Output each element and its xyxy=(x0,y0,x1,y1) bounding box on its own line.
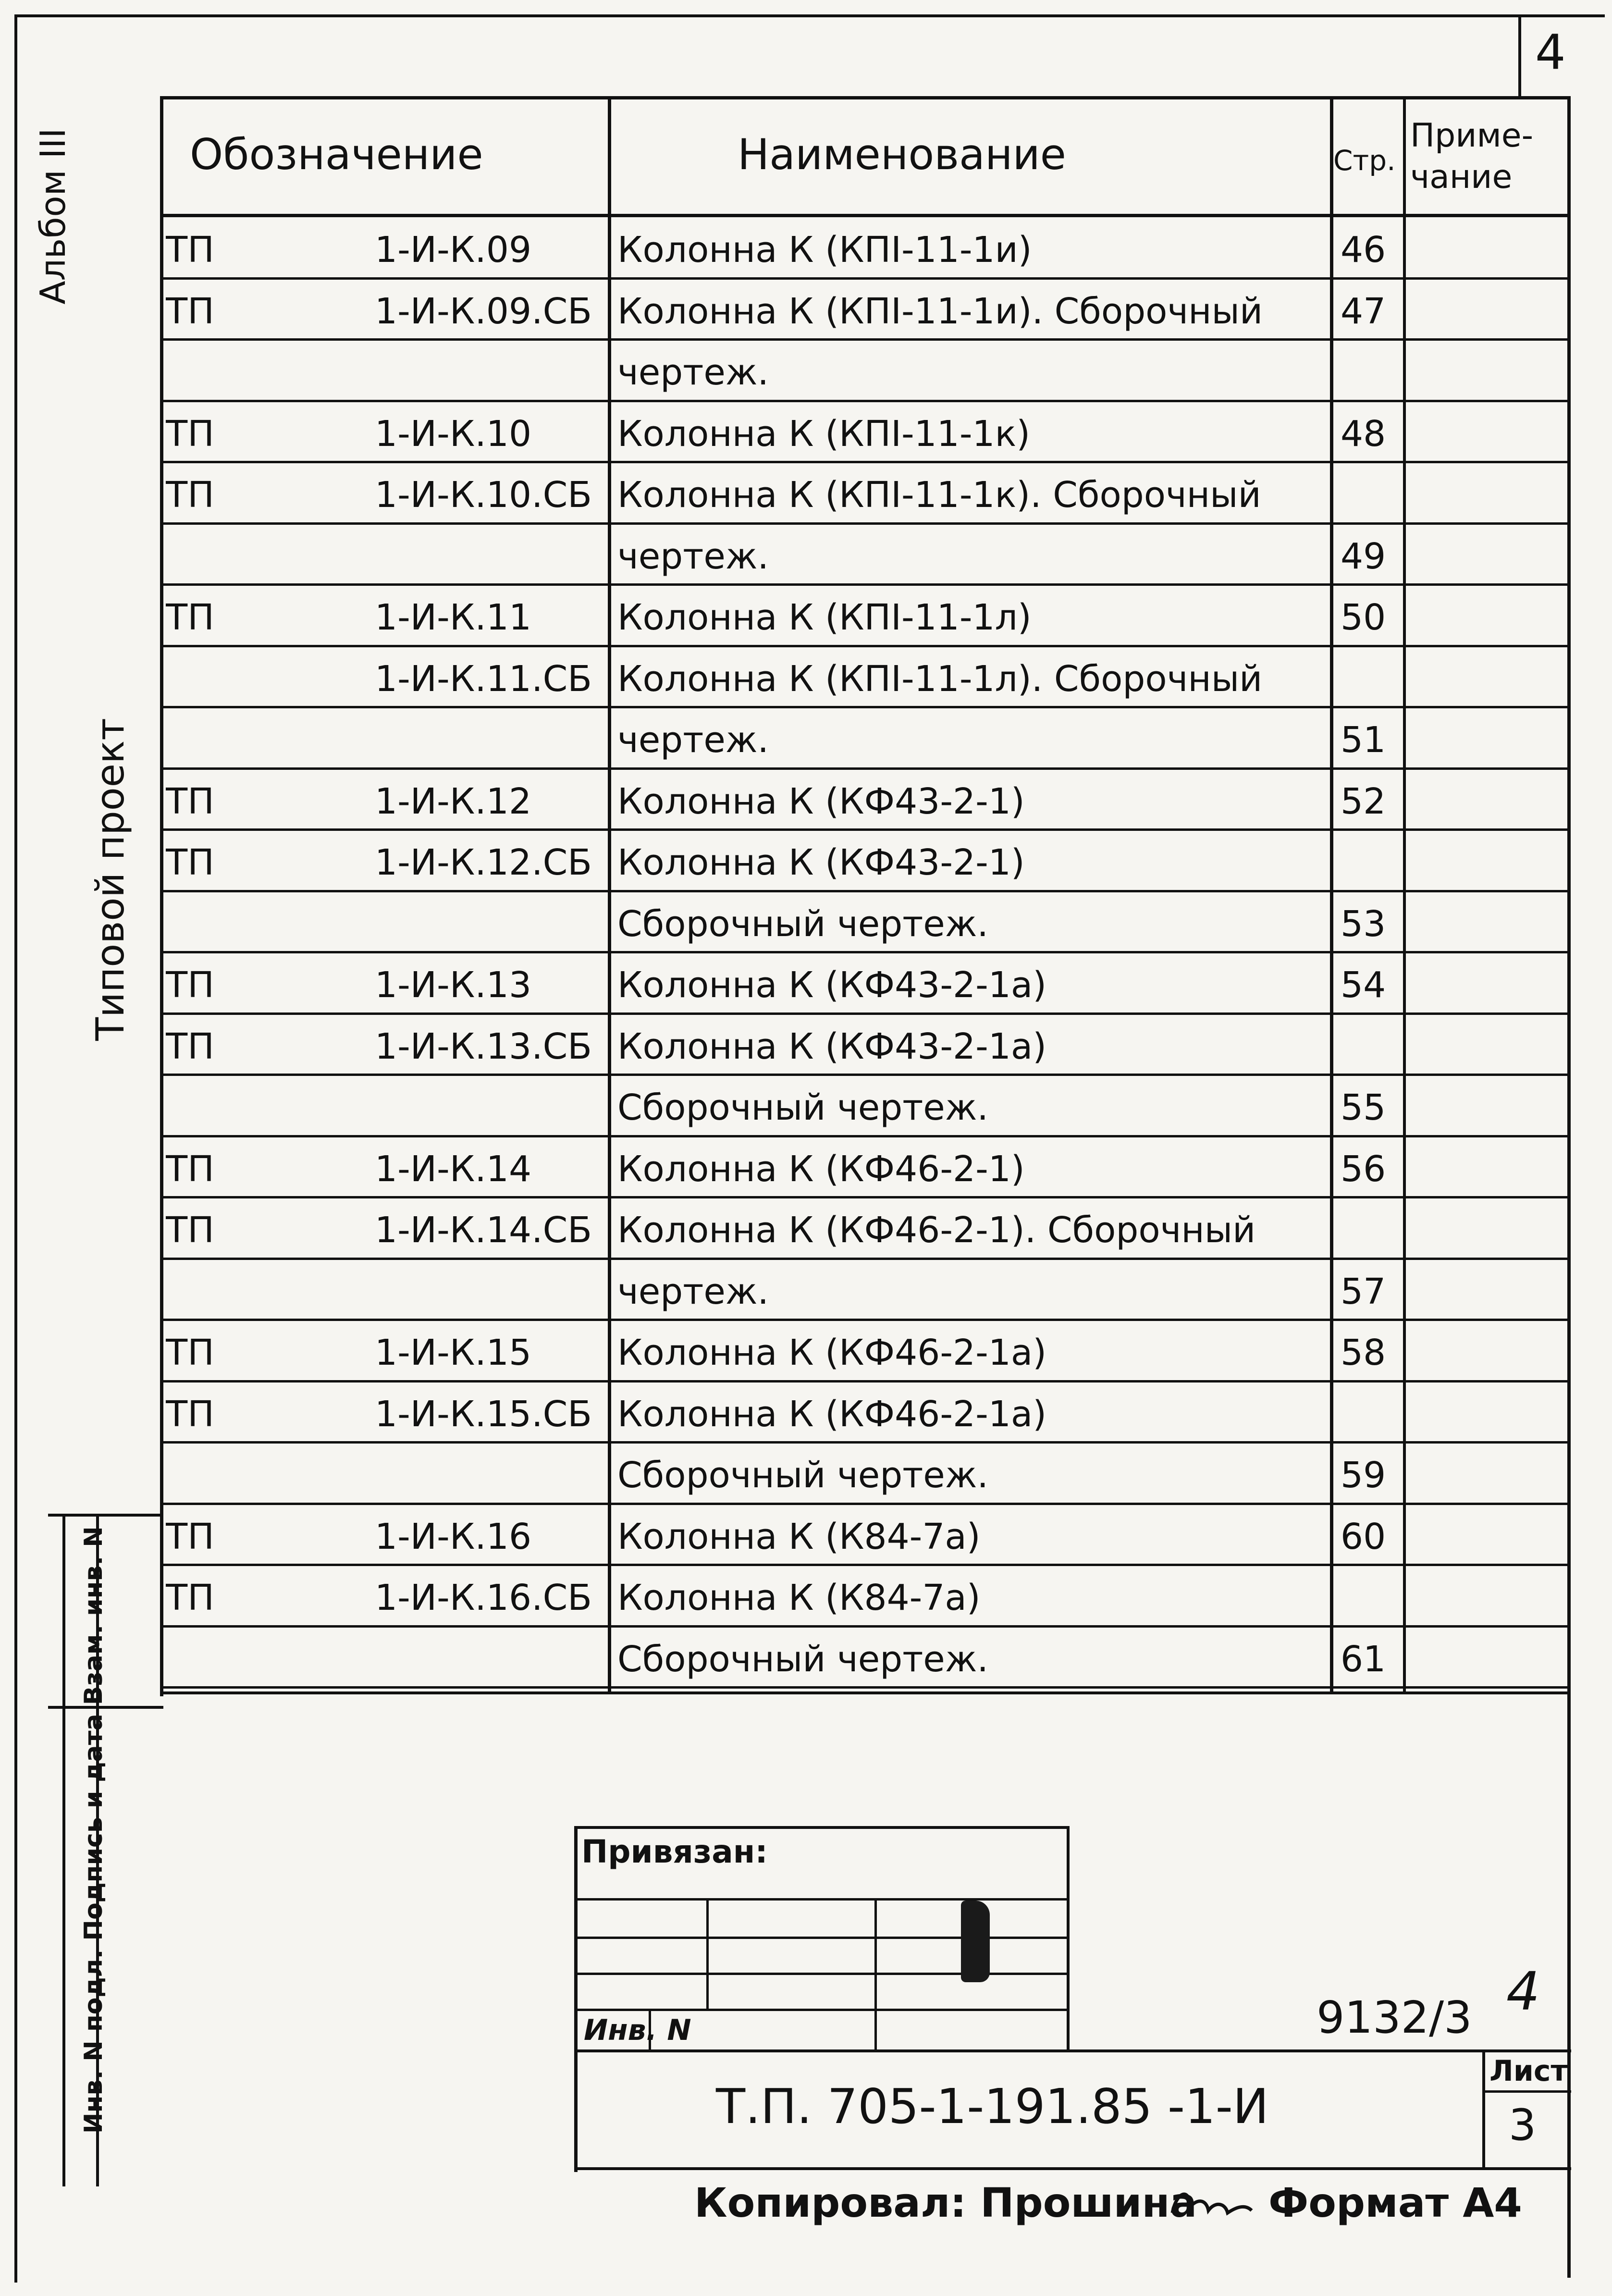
row-divider xyxy=(160,1196,1568,1198)
row-code: 1-И-К.11 xyxy=(375,597,532,638)
row-divider xyxy=(160,583,1568,586)
doc-number: 9132/3 xyxy=(1317,1992,1472,2043)
header-note-text: Приме-чание xyxy=(1410,117,1534,196)
title-block-mid-line xyxy=(574,2049,1571,2052)
row-prefix: ТП xyxy=(166,597,214,638)
row-prefix: ТП xyxy=(166,1577,214,1618)
header-bottom-line xyxy=(160,214,1570,217)
top-frame-line xyxy=(14,14,1605,17)
row-name: Колонна К (КФ43-2-1а) xyxy=(617,1025,1047,1067)
row-name: Колонна К (КПI-11-1к). Сборочный xyxy=(617,474,1261,516)
row-code: 1-И-К.13.СБ xyxy=(375,1025,592,1067)
row-code: 1-И-К.10 xyxy=(375,413,532,455)
row-divider xyxy=(160,1686,1568,1689)
row-code: 1-И-К.09 xyxy=(375,229,532,271)
row-name: Сборочный чертеж. xyxy=(617,1087,989,1128)
row-prefix: ТП xyxy=(166,474,214,516)
row-divider xyxy=(160,767,1568,770)
title-designation: Т.П. 705-1-191.85 -1-И xyxy=(716,2078,1269,2135)
row-page: 60 xyxy=(1341,1516,1386,1557)
row-divider xyxy=(160,1625,1568,1628)
footer-copied-by: Копировал: Прошина xyxy=(694,2179,1197,2226)
row-name: Колонна К (КФ46-2-1а) xyxy=(617,1332,1047,1373)
table-top-line xyxy=(160,96,1570,99)
row-page: 52 xyxy=(1341,780,1386,822)
row-name: Колонна К (КПI-11-1к) xyxy=(617,413,1031,455)
signature-mark xyxy=(1168,2184,1254,2222)
row-code: 1-И-К.09.СБ xyxy=(375,290,592,332)
row-code: 1-И-К.16.СБ xyxy=(375,1577,592,1618)
left-frame-line xyxy=(14,14,17,2283)
row-code: 1-И-К.15.СБ xyxy=(375,1393,592,1435)
row-divider xyxy=(160,277,1568,280)
row-code: 1-И-К.16 xyxy=(375,1516,532,1557)
row-code: 1-И-К.12 xyxy=(375,780,532,822)
row-divider xyxy=(160,890,1568,892)
row-page: 48 xyxy=(1341,413,1386,455)
row-divider xyxy=(160,1074,1568,1076)
table-bottom-line xyxy=(160,1691,1570,1694)
row-code: 1-И-К.10.СБ xyxy=(375,474,592,516)
row-page: 51 xyxy=(1341,719,1386,761)
row-code: 1-И-К.12.СБ xyxy=(375,842,592,883)
row-prefix: ТП xyxy=(166,1332,214,1373)
row-name: Колонна К (К84-7а) xyxy=(617,1577,981,1618)
row-prefix: ТП xyxy=(166,1210,214,1251)
row-page: 50 xyxy=(1341,597,1386,638)
row-divider xyxy=(160,1564,1568,1566)
row-prefix: ТП xyxy=(166,413,214,455)
side-project-label: Типовой проект xyxy=(88,718,133,1041)
row-divider xyxy=(160,645,1568,647)
row-prefix: ТП xyxy=(166,1148,214,1190)
sheet-value: 3 xyxy=(1509,2100,1537,2150)
row-divider xyxy=(160,522,1568,525)
row-divider xyxy=(160,1258,1568,1260)
row-name: Колонна К (КФ46-2-1а) xyxy=(617,1393,1047,1435)
row-divider xyxy=(160,1135,1568,1137)
row-name: Колонна К (КФ46-2-1). Сборочный xyxy=(617,1210,1256,1251)
sheet-label: Лист xyxy=(1489,2054,1568,2088)
sheet-cell-mid xyxy=(1482,2090,1571,2093)
header-page: Стр. xyxy=(1333,144,1396,177)
bound-mark xyxy=(961,1901,990,1982)
row-name: Колонна К (КФ43-2-1а) xyxy=(617,964,1047,1006)
row-divider xyxy=(160,1012,1568,1015)
row-prefix: ТП xyxy=(166,1025,214,1067)
row-divider xyxy=(160,1441,1568,1444)
right-frame-line xyxy=(1567,96,1571,2278)
row-name: Колонна К (К84-7а) xyxy=(617,1516,981,1557)
row-name: Колонна К (КПI-11-1л). Сборочный xyxy=(617,658,1263,700)
sheet-cell-left xyxy=(1482,2049,1485,2170)
row-code: 1-И-К.15 xyxy=(375,1332,532,1373)
footer-format: Формат А4 xyxy=(1268,2179,1522,2226)
title-block-top xyxy=(574,1826,1069,1829)
header-designation: Обозначение xyxy=(190,130,483,179)
row-name: Колонна К (КФ46-2-1) xyxy=(617,1148,1025,1190)
row-page: 54 xyxy=(1341,964,1386,1006)
row-page: 58 xyxy=(1341,1332,1386,1373)
doc-number-suffix: 4 xyxy=(1506,1961,1540,2022)
bound-grid-h1 xyxy=(574,1898,1069,1901)
title-block-left xyxy=(574,1826,578,2172)
row-code: 1-И-К.11.СБ xyxy=(375,658,592,700)
bound-grid-v1 xyxy=(706,1898,709,2011)
row-name: чертеж. xyxy=(617,352,769,393)
row-name: Сборочный чертеж. xyxy=(617,903,989,945)
bound-grid-h3 xyxy=(574,1973,1069,1975)
row-divider xyxy=(160,951,1568,953)
row-divider xyxy=(160,1319,1568,1321)
side-stamp-top xyxy=(48,1514,163,1517)
row-name: Сборочный чертеж. xyxy=(617,1638,989,1680)
row-divider xyxy=(160,461,1568,463)
bound-grid-v2 xyxy=(874,1898,877,2052)
inv-label: Инв. N xyxy=(584,2013,691,2047)
row-page: 61 xyxy=(1341,1638,1386,1680)
col-sep-name xyxy=(1330,96,1333,1694)
row-name: Колонна К (КФ43-2-1) xyxy=(617,780,1025,822)
row-prefix: ТП xyxy=(166,780,214,822)
row-page: 55 xyxy=(1341,1087,1386,1128)
table-left-line xyxy=(160,96,163,1696)
row-name: Колонна К (КПI-11-1л) xyxy=(617,597,1032,638)
row-divider xyxy=(160,828,1568,831)
sheet-number-top: 4 xyxy=(1535,24,1566,80)
side-stamp-text: Инв. N подл. Подпись и дата Взам. инв. N xyxy=(79,1526,108,2134)
row-name: чертеж. xyxy=(617,535,769,577)
row-code: 1-И-К.14.СБ xyxy=(375,1210,592,1251)
row-divider xyxy=(160,706,1568,708)
row-name: Колонна К (КФ43-2-1) xyxy=(617,842,1025,883)
header-note xyxy=(1410,115,1569,198)
bound-grid-h2 xyxy=(574,1937,1069,1939)
sheet-box-left xyxy=(1518,14,1521,99)
title-block-bottom xyxy=(574,2167,1571,2170)
row-page: 47 xyxy=(1341,290,1386,332)
row-page: 46 xyxy=(1341,229,1386,271)
row-divider xyxy=(160,1380,1568,1383)
title-block-right-inner xyxy=(1067,1826,1070,2052)
bound-label: Привязан: xyxy=(581,1833,768,1870)
row-name: чертеж. xyxy=(617,719,769,761)
row-name: Колонна К (КПI-11-1и) xyxy=(617,229,1032,271)
row-name: Колонна К (КПI-11-1и). Сборочный xyxy=(617,290,1263,332)
row-page: 53 xyxy=(1341,903,1386,945)
row-code: 1-И-К.13 xyxy=(375,964,532,1006)
row-name: чертеж. xyxy=(617,1271,769,1312)
row-prefix: ТП xyxy=(166,229,214,271)
row-divider xyxy=(160,400,1568,402)
side-stamp-col1 xyxy=(62,1514,65,2186)
row-code: 1-И-К.14 xyxy=(375,1148,532,1190)
row-page: 49 xyxy=(1341,535,1386,577)
row-prefix: ТП xyxy=(166,1516,214,1557)
row-prefix: ТП xyxy=(166,1393,214,1435)
row-name: Сборочный чертеж. xyxy=(617,1455,989,1496)
row-page: 57 xyxy=(1341,1271,1386,1312)
col-sep-page xyxy=(1403,96,1406,1694)
side-album-label: Альбом III xyxy=(33,128,73,305)
row-page: 59 xyxy=(1341,1455,1386,1496)
row-divider xyxy=(160,338,1568,341)
header-name: Наименование xyxy=(738,130,1066,179)
row-divider xyxy=(160,1503,1568,1505)
row-prefix: ТП xyxy=(166,842,214,883)
row-page: 56 xyxy=(1341,1148,1386,1190)
col-sep-designation xyxy=(608,96,611,1694)
row-prefix: ТП xyxy=(166,290,214,332)
row-prefix: ТП xyxy=(166,964,214,1006)
